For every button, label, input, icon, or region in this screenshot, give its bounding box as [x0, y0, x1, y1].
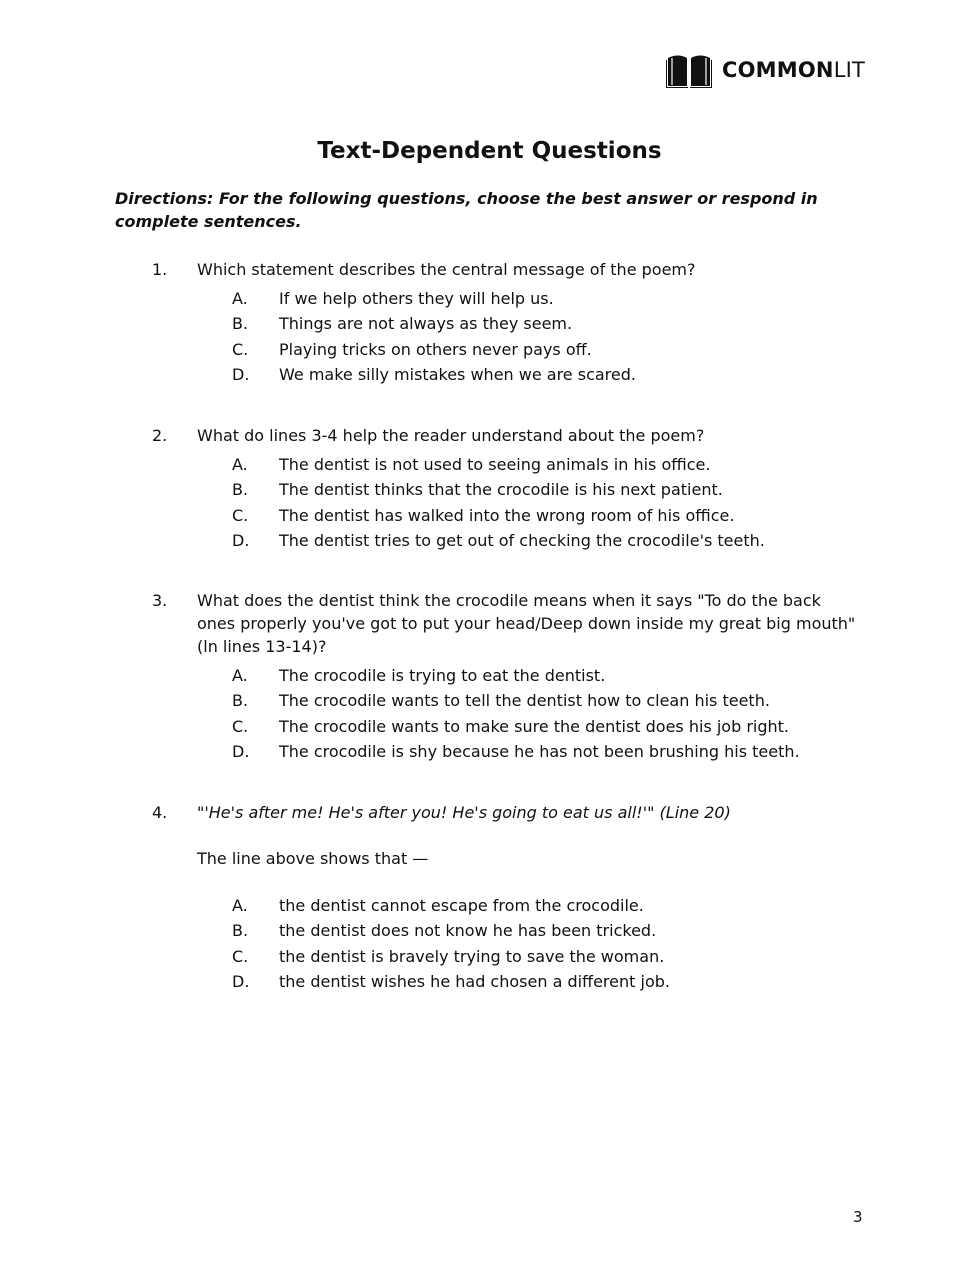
option-text: the dentist does not know he has been tricked.	[279, 921, 657, 941]
question-stem: The line above shows that —	[197, 849, 429, 868]
commonlit-logo	[666, 52, 865, 88]
answer-option-d[interactable]	[0, 740, 979, 765]
option-text: The dentist has walked into the wrong room of his office.	[279, 505, 735, 525]
directions: Directions: For the following questions, choose the best answer or respond in complete sentences.	[115, 189, 818, 231]
answer-options	[0, 453, 979, 554]
logo-text-bold: COMMON	[722, 57, 834, 82]
answer-options	[0, 894, 979, 995]
answer-option-b[interactable]	[0, 689, 979, 714]
option-text: The dentist tries to get out of checking the crocodile's teeth.	[279, 530, 765, 550]
option-letter: B.	[232, 921, 249, 941]
option-text: The dentist thinks that the crocodile is his next patient.	[279, 480, 723, 500]
question-1	[0, 258, 979, 388]
question-2	[0, 424, 979, 554]
option-letter: D.	[232, 364, 250, 384]
option-letter: A.	[232, 455, 248, 474]
option-letter: D.	[232, 530, 250, 550]
option-letter: A.	[232, 289, 248, 308]
option-text: the dentist is bravely trying to save the woman.	[279, 946, 665, 966]
option-text: The crocodile wants to make sure the dentist does his job right.	[279, 716, 790, 736]
logo-text-light: LIT	[833, 57, 866, 82]
question-number: 4.	[152, 803, 168, 822]
option-letter: D.	[232, 741, 250, 761]
option-letter: A.	[232, 666, 248, 685]
question-number: 3.	[152, 591, 168, 610]
option-letter: B.	[232, 314, 249, 334]
option-letter: C.	[232, 716, 249, 736]
open-book-icon	[666, 52, 712, 88]
option-letter: A.	[232, 896, 248, 915]
option-text: We make silly mistakes when we are scared.	[279, 364, 636, 384]
answer-option-c[interactable]	[0, 945, 979, 970]
answer-option-a[interactable]	[0, 453, 979, 478]
option-letter: C.	[232, 505, 249, 525]
option-text: Playing tricks on others never pays off.	[279, 339, 592, 359]
option-text: the dentist wishes he had chosen a different job.	[279, 971, 670, 991]
answer-options	[0, 664, 979, 765]
answer-option-c[interactable]	[0, 338, 979, 363]
answer-options	[0, 287, 979, 388]
option-letter: B.	[232, 691, 249, 711]
answer-option-c[interactable]	[0, 504, 979, 529]
answer-option-d[interactable]	[0, 970, 979, 995]
option-text: Things are not always as they seem.	[279, 314, 573, 334]
option-text: The crocodile is trying to eat the dentist.	[279, 666, 606, 685]
option-text: If we help others they will help us.	[279, 289, 554, 308]
option-text: The dentist is not used to seeing animals in his office.	[279, 455, 711, 474]
option-text: the dentist cannot escape from the crocodile.	[279, 896, 644, 915]
question-number: 1.	[152, 260, 168, 279]
option-letter: C.	[232, 946, 249, 966]
answer-option-a[interactable]	[0, 664, 979, 689]
option-letter: C.	[232, 339, 249, 359]
answer-option-b[interactable]	[0, 312, 979, 337]
question-text: What does the dentist think the crocodile means when it says "To do the back ones properly you've got to put your head/Deep down inside my great big mouth" (ln lines 13-14)?	[197, 591, 856, 656]
question-quote: "'He's after me! He's after you! He's going to eat us all!'" (Line 20)	[197, 803, 731, 822]
page-number: 3	[853, 1208, 863, 1226]
page-title: Text-Dependent Questions	[317, 138, 662, 164]
answer-option-d[interactable]	[0, 529, 979, 554]
answer-option-b[interactable]	[0, 919, 979, 944]
answer-option-a[interactable]	[0, 287, 979, 312]
logo-wordmark	[722, 57, 866, 82]
option-text: The crocodile is shy because he has not been brushing his teeth.	[279, 741, 800, 761]
answer-option-a[interactable]	[0, 894, 979, 919]
question-number: 2.	[152, 426, 168, 445]
question-text: Which statement describes the central message of the poem?	[197, 260, 696, 279]
answer-option-d[interactable]	[0, 363, 979, 388]
option-letter: D.	[232, 971, 250, 991]
answer-option-c[interactable]	[0, 715, 979, 740]
question-text: What do lines 3-4 help the reader understand about the poem?	[197, 426, 705, 445]
answer-option-b[interactable]	[0, 478, 979, 503]
option-letter: B.	[232, 480, 249, 500]
question-3	[0, 589, 979, 765]
question-4	[0, 801, 979, 995]
option-text: The crocodile wants to tell the dentist how to clean his teeth.	[279, 691, 770, 711]
